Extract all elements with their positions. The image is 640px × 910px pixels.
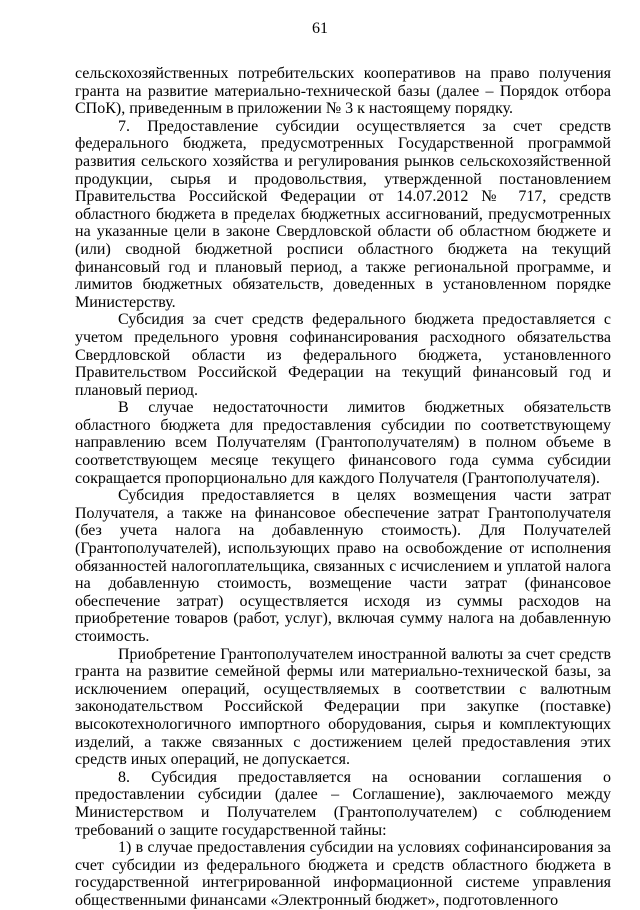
paragraph-2: 7. Предоставление субсидии осуществляется за счет средств федерального бюджета, предусмотренных Государственной программой развития сельского хозяйства и регулирования рынков сельскохозяйственной продукции, сырья и продовольствия, утвержденной постановлением Правительства Российской Федерации от 14.07.2012 № 717, средств областного бюджета в пределах бюджетных ассигнований, предусмотренных на указанные цели в законе Свердловской области об областном бюджете и (или) сводной бюджетной росписи областного бюджета на текущий финансовый год и плановый период, а также региональной программе, и лимитов бюджетных обязательств, доведенных в установленном порядке Министерству. xyxy=(75,117,611,311)
paragraph-7: 8. Субсидия предоставляется на основании соглашения о предоставлении субсидии (далее – Соглашение), заключаемого между Министерством и Получателем (Грантополучателем) с соблюдением требований о защите государственной тайны: xyxy=(75,768,611,839)
paragraph-8: 1) в случае предоставления субсидии на условиях софинансирования за счет субсидии из федерального бюджета и средств областного бюджета в государственной интегрированной информационной системе управления общественными финансами «Электронный бюджет», подготовленного xyxy=(75,839,611,909)
paragraph-3: Субсидия за счет средств федерального бюджета предоставляется с учетом предельного уровня софинансирования расходного обязательства Свердловской области из федерального бюджета, установленного Правительством Российской Федерации на текущий финансовый год и плановый период. xyxy=(75,311,611,399)
document-body xyxy=(75,65,611,910)
paragraph-4: В случае недостаточности лимитов бюджетных обязательств областного бюджета для предоставления субсидии по соответствующему направлению всем Получателям (Грантополучателям) в полном объеме в соответствующем месяце текущего финансового года сумма субсидии сокращается пропорционально для каждого Получателя (Грантополучателя). xyxy=(75,399,611,487)
page-number: 61 xyxy=(312,20,328,37)
paragraph-6: Приобретение Грантополучателем иностранной валюты за счет средств гранта на развитие семейной фермы или материально-технической базы, за исключением операций, осуществляемых в соответствии с валютным законодательством Российской Федерации при закупке (поставке) высокотехнологичного импортного оборудования, сырья и комплектующих изделий, а также связанных с достижением целей предоставления этих средств иных операций, не допускается. xyxy=(75,645,611,769)
paragraph-5: Субсидия предоставляется в целях возмещения части затрат Получателя, а также на финансовое обеспечение затрат Грантополучателя (без учета налога на добавленную стоимость). Для Получателей (Грантополучателей), использующих право на освобождение от исполнения обязанностей налогоплательщика, связанных с исчислением и уплатой налога на добавленную стоимость, возмещение части затрат (финансовое обеспечение затрат) осуществляется исходя из суммы расходов на приобретение товаров (работ, услуг), включая сумму налога на добавленную стоимость. xyxy=(75,487,611,645)
paragraph-1: сельскохозяйственных потребительских кооперативов на право получения гранта на развитие материально-технической базы (далее – Порядок отбора СПоК), приведенным в приложении № 3 к настоящему порядку. xyxy=(75,65,611,118)
